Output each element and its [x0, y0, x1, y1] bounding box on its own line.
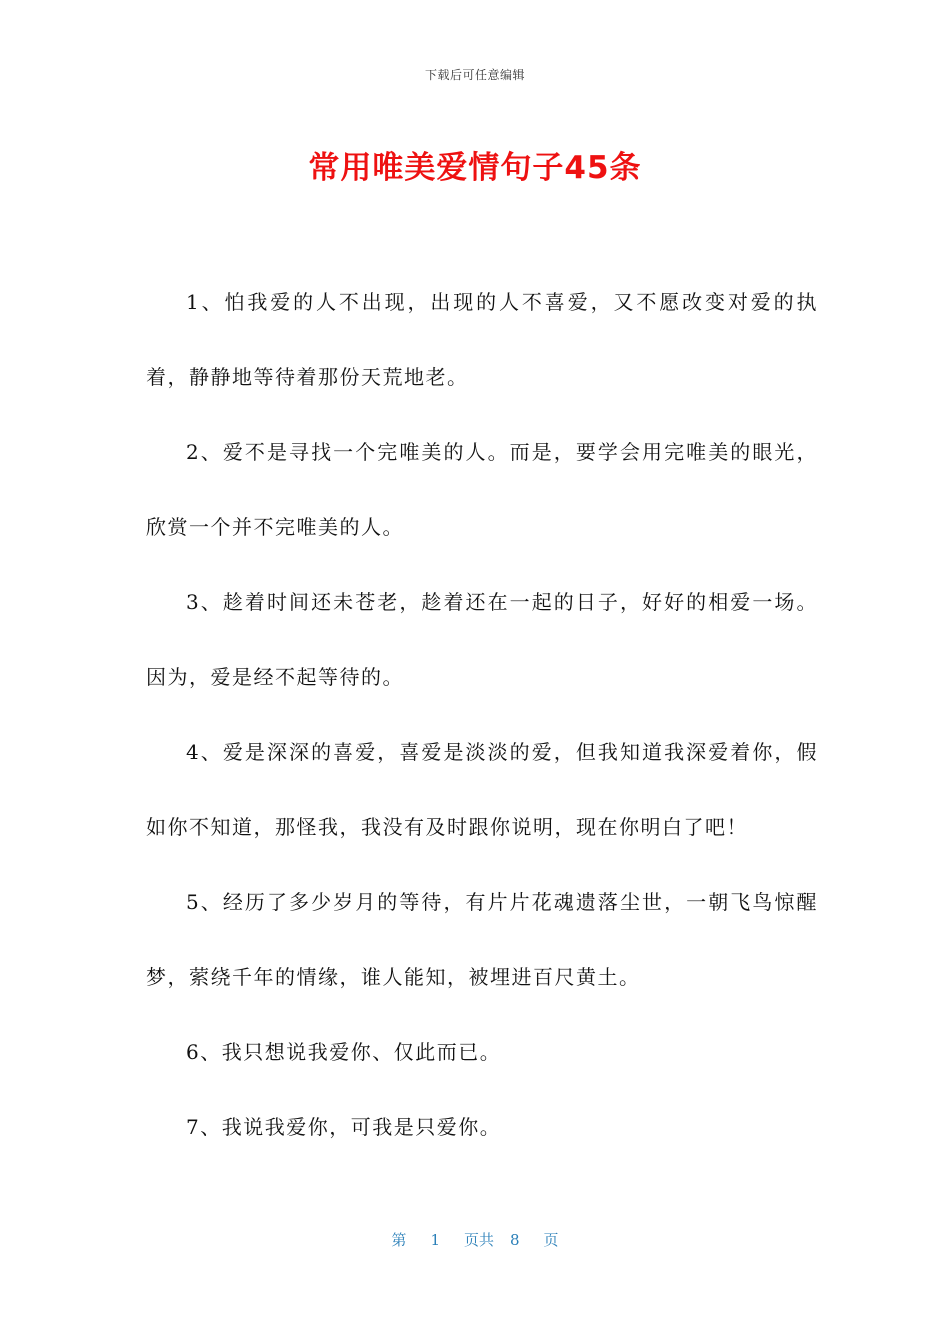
paragraph-1: 1、怕我爱的人不出现，出现的人不喜爱，又不愿改变对爱的执着，静静地等待着那份天荒地老。	[146, 290, 818, 389]
paragraph-5: 5、经历了多少岁月的等待，有片片花魂遗落尘世，一朝飞鸟惊醒梦，萦绕千年的情缘，谁人能知，被埋进百尺黄土。	[146, 890, 818, 989]
paragraph-4: 4、爱是深深的喜爱，喜爱是淡淡的爱，但我知道我深爱着你，假如你不知道，那怪我，我没有及时跟你说明，现在你明白了吧！	[146, 740, 818, 839]
document-title: 常用唯美爱情句子45条	[308, 150, 642, 186]
footer-page-middle: 页共	[463, 1231, 494, 1249]
footer-total-pages: 8	[510, 1231, 520, 1249]
page-footer	[0, 1229, 950, 1250]
footer-current-page: 1	[430, 1231, 440, 1249]
paragraph-2: 2、爱不是寻找一个完唯美的人。而是，要学会用完唯美的眼光，欣赏一个并不完唯美的人。	[146, 440, 818, 539]
page-header-note: 下载后可任意编辑	[424, 68, 525, 82]
paragraph-7: 7、我说我爱你，可我是只爱你。	[186, 1115, 502, 1139]
paragraph-3: 3、趁着时间还未苍老，趁着还在一起的日子，好好的相爱一场。因为，爱是经不起等待的。	[146, 590, 818, 689]
footer-page-suffix: 页	[543, 1231, 559, 1249]
document-body	[146, 265, 818, 1165]
paragraph-6: 6、我只想说我爱你、仅此而已。	[186, 1040, 502, 1064]
footer-page-prefix: 第	[391, 1231, 407, 1249]
